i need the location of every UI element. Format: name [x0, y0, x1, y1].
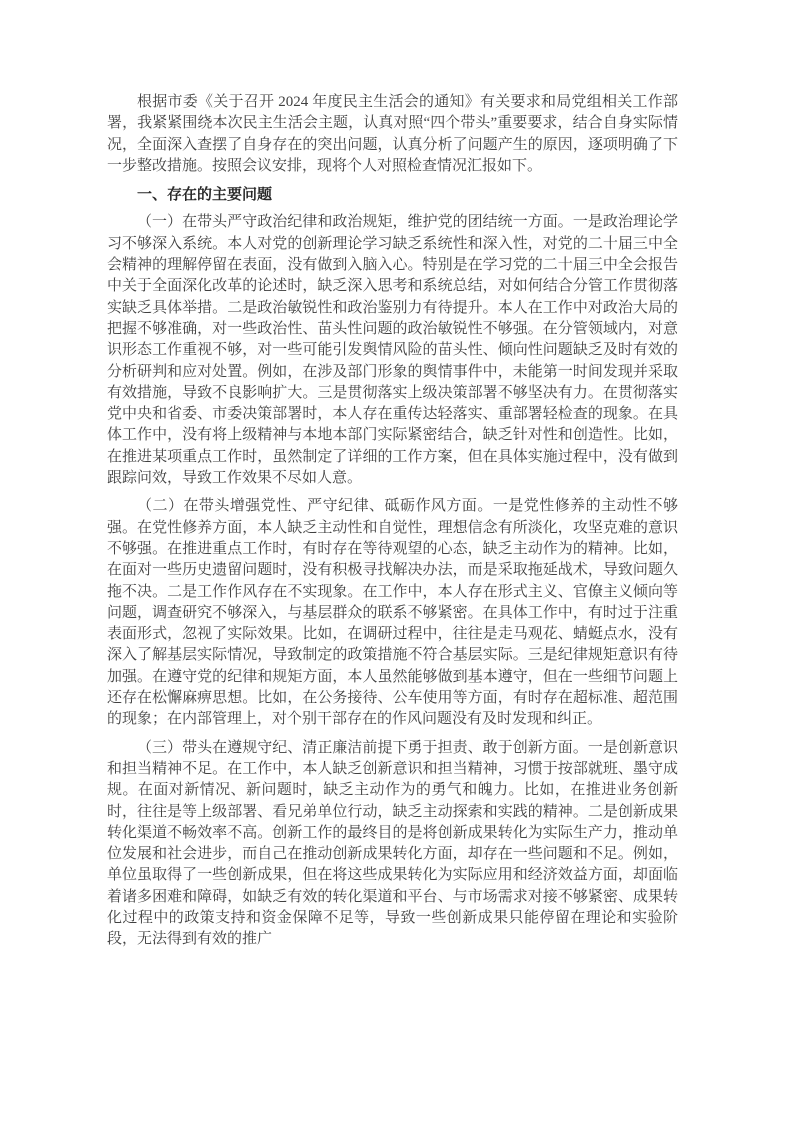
section-heading-main-problems: 一、存在的主要问题 — [137, 186, 273, 204]
paragraph-problem-2: （二）在带头增强党性、严守纪律、砥砺作风方面。一是党性修养的主动性不够强。在党性修养方面，本人缺乏主动性和自觉性，理想信念有所淡化，攻坚克难的意识不够强。在推进重点工作时，有时存在等待观望的心态，缺乏主动作为的精神。比如，在面对一些历史遗留问题时，没有积极寻找解决办法，而是采取拖延战术，导致问题久拖不决。二是工作作风存在不实现象。在工作中，本人存在形式主义、官僚主义倾向等问题，调查研究不够深入，与基层群众的联系不够紧密。在具体工作中，有时过于注重表面形式，忽视了实际效果。比如，在调研过程中，往往是走马观花、蜻蜓点水，没有深入了解基层实际情况，导致制定的政策措施不符合基层实际。三是纪律规矩意识有待加强。在遵守党的纪律和规矩方面，本人虽然能够做到基本遵守，但在一些细节问题上还存在松懈麻痹思想。比如，在公务接待、公车使用等方面，有时存在超标准、超范围的现象；在内部管理上，对个别干部存在的作风问题没有及时发现和纠正。 — [107, 498, 678, 728]
paragraph-problem-1: （一）在带头严守政治纪律和政治规矩，维护党的团结统一方面。一是政治理论学习不够深入系统。本人对党的创新理论学习缺乏系统性和深入性，对党的二十届三中全会精神的理解停留在表面，没有做到入脑入心。特别是在学习党的二十届三中全会报告中关于全面深化改革的论述时，缺乏深入思考和系统总结，对如何结合分管工作贯彻落实缺乏具体举措。二是政治敏锐性和政治鉴别力有待提升。本人在工作中对政治大局的把握不够准确，对一些政治性、苗头性问题的政治敏锐性不够强。在分管领域内，对意识形态工作重视不够，对一些可能引发舆情风险的苗头性、倾向性问题缺乏及时有效的分析研判和应对处置。例如，在涉及部门形象的舆情事件中，未能第一时间发现并采取有效措施，导致不良影响扩大。三是贯彻落实上级决策部署不够坚决有力。在贯彻落实党中央和省委、市委决策部署时，本人存在重传达轻落实、重部署轻检查的现象。在具体工作中，没有将上级精神与本地本部门实际紧密结合，缺乏针对性和创造性。比如，在推进某项重点工作时，虽然制定了详细的工作方案，但在具体实施过程中，没有做到跟踪问效，导致工作效果不尽如人意。 — [107, 214, 678, 487]
intro-paragraph: 根据市委《关于召开 2024 年度民主生活会的通知》有关要求和局党组相关工作部署，我紧紧围绕本次民主生活会主题，认真对照“四个带头”重要要求，结合自身实际情况，全面深入查摆了自身存在的突出问题，认真分析了问题产生的原因，逐项明确了下一步整改措施。按照会议安排，现将个人对照检查情况汇报如下。 — [107, 94, 678, 174]
paragraph-problem-3: （三）带头在遵规守纪、清正廉洁前提下勇于担责、敢于创新方面。一是创新意识和担当精神不足。在工作中，本人缺乏创新意识和担当精神，习惯于按部就班、墨守成规。在面对新情况、新问题时，缺乏主动作为的勇气和魄力。比如，在推进业务创新时，往往是等上级部署、看兄弟单位行动，缺乏主动探索和实践的精神。二是创新成果转化渠道不畅效率不高。创新工作的最终目的是将创新成果转化为实际生产力，推动单位发展和社会进步，而自己在推动创新成果转化方面，却存在一些问题和不足。例如，单位虽取得了一些创新成果，但在将这些成果转化为实际应用和经济效益方面，却面临着诸多困难和障碍，如缺乏有效的转化渠道和平台、与市场需求对接不够紧密、成果转化过程中的政策支持和资金保障不足等，导致一些创新成果只能停留在理论和实验阶段，无法得到有效的推广 — [107, 739, 678, 948]
